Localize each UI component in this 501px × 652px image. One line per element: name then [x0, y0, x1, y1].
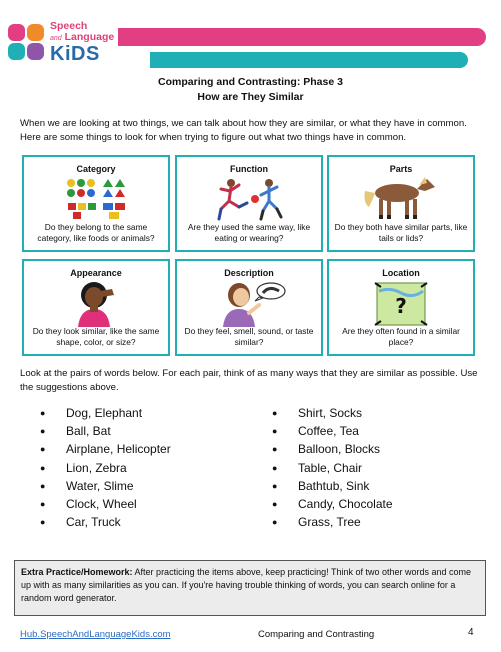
card-appearance [22, 259, 170, 356]
card-description: Do they belong to the same category, like foods or animals? [37, 222, 155, 243]
logo-text: Speech [50, 20, 88, 32]
word-pairs-right [272, 404, 393, 531]
svg-text:?: ? [395, 294, 407, 318]
card-title: Description [224, 268, 274, 278]
card-title: Category [76, 164, 116, 174]
list-item: ● Ball, Bat [40, 422, 171, 440]
list-item: ● Coffee, Tea [272, 422, 393, 440]
horse-icon [329, 177, 473, 221]
word-pairs-left [40, 404, 171, 531]
instructions-paragraph: Look at the pairs of words below. For each pair, think of as many ways that they are similar as possible. Use the suggestions above. [20, 368, 478, 393]
logo-kids: KiDS [50, 43, 100, 65]
kicking-ball-icon [177, 177, 321, 221]
list-item: ● Shirt, Socks [272, 404, 393, 422]
intro-paragraph: When we are looking at two things, we can talk about how they are similar, or what they have in common. Here are some things to look for when trying to figure out what two things have in common. [20, 118, 467, 143]
logo-text: and Language [50, 31, 115, 43]
card-description: Do they both have similar parts, like tails or lids? [334, 222, 468, 243]
footer-link[interactable]: Hub.SpeechAndLanguageKids.com [20, 629, 171, 640]
page-subtitle: How are They Similar [197, 91, 304, 103]
list-item: ● Airplane, Helicopter [40, 440, 171, 458]
logo-mark [6, 22, 46, 62]
list-item: ● Car, Truck [40, 513, 171, 531]
extra-practice-label: Extra Practice/Homework: [21, 567, 133, 577]
list-item: ● Dog, Elephant [40, 404, 171, 422]
extra-practice-text: After practicing the items above, keep practicing! Think of two other words and come up with as many similarities as you can. If you're having trouble thinking of words, you can search online for a random word generator. [21, 567, 472, 603]
shapes-icon [24, 177, 168, 221]
list-item: ● Bathtub, Sink [272, 477, 393, 495]
list-item: ● Candy, Chocolate [272, 495, 393, 513]
header-bar-teal [150, 52, 468, 68]
footer-title: Comparing and Contrasting [258, 629, 375, 640]
list-item: ● Grass, Tree [272, 513, 393, 531]
card-title: Parts [389, 164, 413, 174]
card-parts [327, 155, 475, 252]
card-title: Function [230, 164, 268, 174]
card-title: Appearance [70, 268, 122, 278]
list-item: ● Clock, Wheel [40, 495, 171, 513]
card-category [22, 155, 170, 252]
extra-practice-box [14, 560, 486, 616]
card-description: Are they used the same way, like eating or wearing? [187, 222, 311, 243]
card-function [175, 155, 323, 252]
card-description: Do they feel, smell, sound, or taste similar? [184, 326, 314, 347]
card-description: Do they look similar, like the same shape, color, or size? [32, 326, 160, 347]
list-item: ● Table, Chair [272, 459, 393, 477]
list-item: ● Water, Slime [40, 477, 171, 495]
looking-girl-icon [24, 281, 168, 325]
list-item: ● Lion, Zebra [40, 459, 171, 477]
smelling-woman-icon [177, 281, 321, 325]
page-number: 4 [468, 627, 474, 638]
header-bar-pink [118, 28, 486, 46]
map-question-icon [329, 281, 473, 325]
card-description: Are they often found in a similar place? [342, 326, 460, 347]
page-title: Comparing and Contrasting: Phase 3 [158, 76, 343, 88]
card-title: Location [382, 268, 420, 278]
card-location [327, 259, 475, 356]
card-description-type [175, 259, 323, 356]
list-item: ● Balloon, Blocks [272, 440, 393, 458]
